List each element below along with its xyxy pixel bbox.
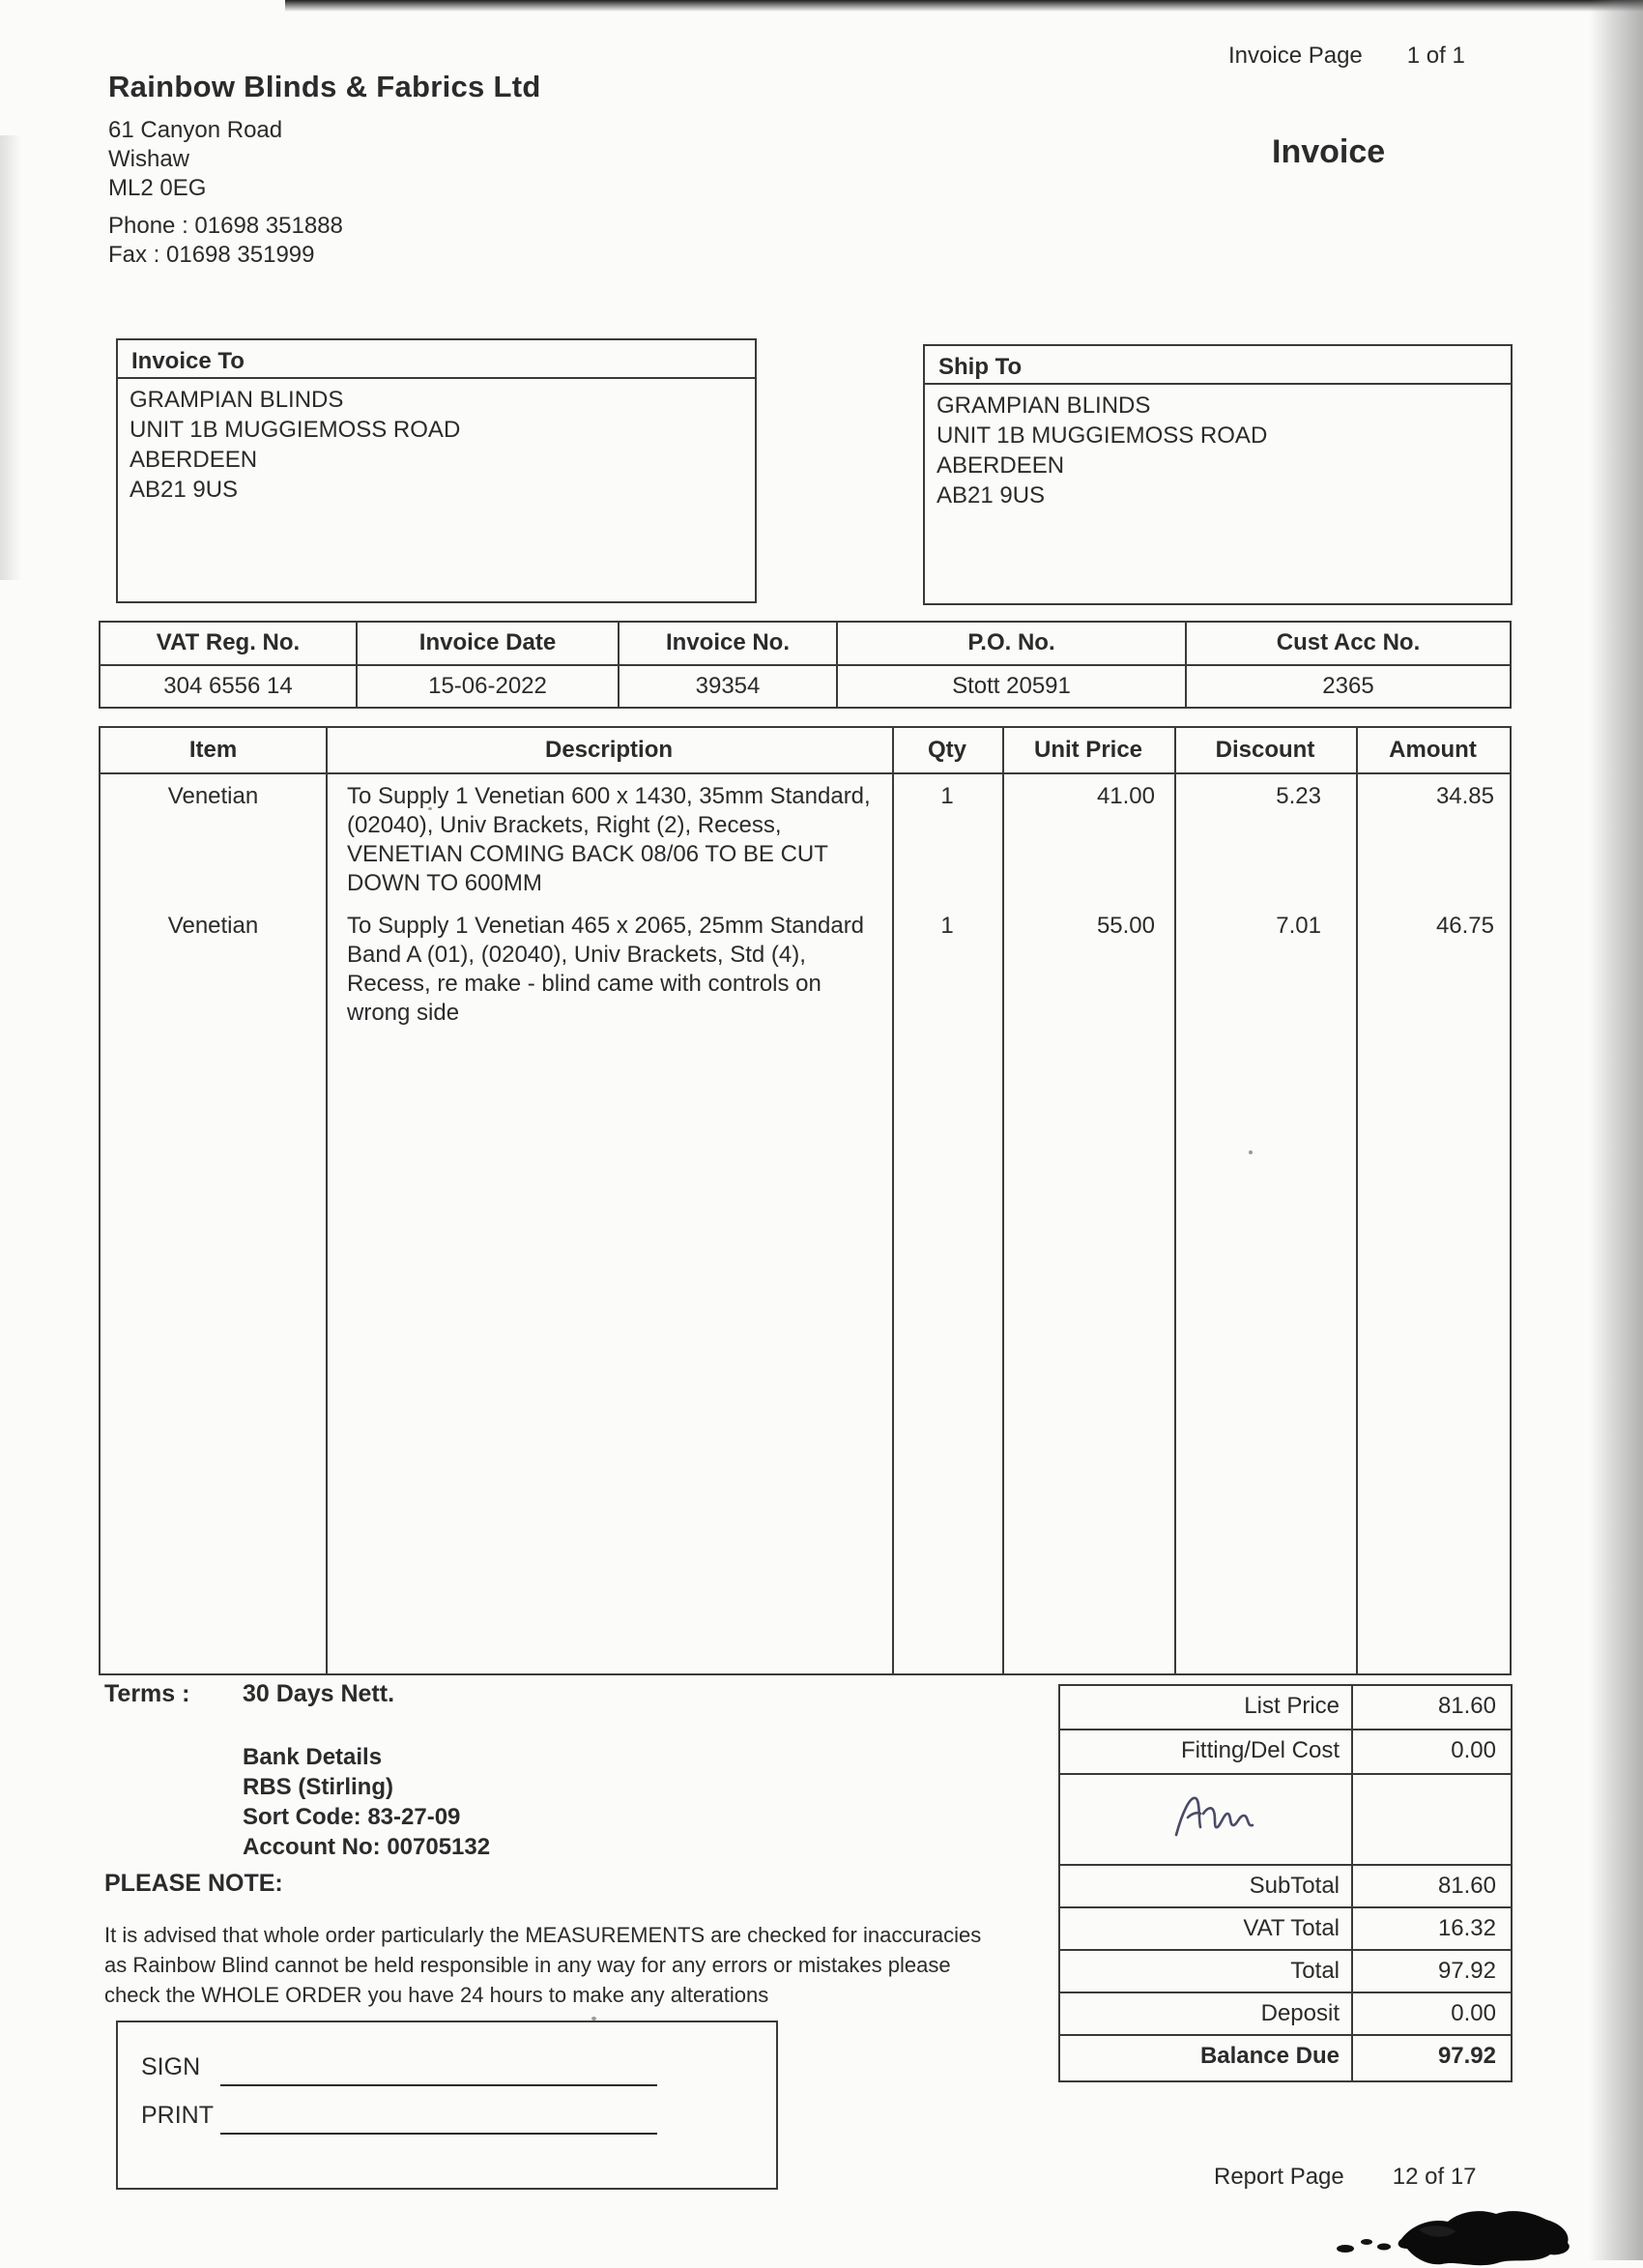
handwritten-initials [1167, 1785, 1273, 1846]
totals-label: Balance Due [1060, 2036, 1353, 2080]
totals-label: SubTotal [1060, 1866, 1353, 1906]
bank-details [243, 1742, 490, 1862]
item-unit-price: 41.00 [1096, 783, 1155, 809]
totals-label: Deposit [1060, 1993, 1353, 2034]
bank-name: RBS (Stirling) [243, 1774, 393, 1800]
company-address-line: ML2 0EG [108, 175, 207, 201]
invoice-page-indicator [1228, 43, 1465, 70]
scan-artifact-right-edge [1589, 0, 1643, 2260]
bank-account-no: Account No: 00705132 [243, 1834, 491, 1860]
totals-row-spacer [1060, 1775, 1511, 1866]
totals-row-deposit [1060, 1993, 1511, 2036]
invoice-meta-table [99, 621, 1512, 709]
item-description: To Supply 1 Venetian 600 x 1430, 35mm Standard, (02040), Univ Brackets, Right (2), Recess, VENETIAN COMING BACK 08/06 TO BE CUT DOWN TO 600MM [347, 783, 871, 896]
company-address-line: 61 Canyon Road [108, 117, 283, 143]
items-header-unit-price: Unit Price [1033, 737, 1143, 763]
ship-to-label: Ship To [925, 346, 1511, 385]
bank-details-heading: Bank Details [243, 1744, 383, 1770]
scan-artifact-top-edge [285, 0, 1643, 12]
print-line [220, 2133, 657, 2135]
invoice-to-box [116, 338, 757, 603]
totals-value: 0.00 [1451, 2000, 1496, 2026]
line-item-row [101, 782, 1510, 898]
print-label: PRINT [141, 2102, 214, 2129]
items-header-amount: Amount [1389, 737, 1477, 763]
company-address-line: Wishaw [108, 146, 190, 172]
ship-to-address [925, 385, 1511, 510]
items-header-qty: Qty [927, 737, 966, 763]
totals-row-vat-total [1060, 1908, 1511, 1951]
report-page-value: 12 of 17 [1392, 2164, 1477, 2190]
ink-smudge [1334, 2206, 1575, 2268]
meta-value-row [101, 666, 1510, 708]
meta-value-vat: 304 6556 14 [101, 666, 358, 708]
item-amount: 34.85 [1435, 783, 1494, 809]
line-items-header-row [101, 728, 1510, 774]
company-address [108, 116, 541, 270]
ship-to-box [923, 344, 1513, 605]
table-column-divider [1356, 728, 1358, 1673]
totals-row-subtotal [1060, 1866, 1511, 1908]
meta-header-vat: VAT Reg. No. [101, 623, 358, 664]
item-qty: 1 [940, 913, 954, 939]
totals-value: 0.00 [1451, 1737, 1496, 1763]
meta-value-po-no: Stott 20591 [838, 666, 1187, 708]
item-name: Venetian [167, 913, 259, 939]
ship-to-line: GRAMPIAN BLINDS [937, 393, 1151, 419]
totals-row-total [1060, 1951, 1511, 1993]
totals-label: VAT Total [1060, 1908, 1353, 1949]
sign-label: SIGN [141, 2053, 201, 2080]
totals-value: 81.60 [1437, 1873, 1496, 1899]
meta-header-cust-acc: Cust Acc No. [1276, 629, 1421, 656]
company-fax: Fax : 01698 351999 [108, 242, 315, 268]
please-note-body: It is advised that whole order particularly the MEASUREMENTS are checked for inaccuracies as Rainbow Blind cannot be held responsible in any way for any errors or mistakes please check the WHOLE ORDER you have 24 hours to make any alterations [104, 1923, 982, 2007]
meta-header-invoice-date: Invoice Date [358, 623, 620, 664]
please-note-heading: PLEASE NOTE: [104, 1870, 283, 1897]
totals-value: 97.92 [1437, 2043, 1496, 2069]
totals-value: 16.32 [1437, 1915, 1496, 1941]
invoice-to-label: Invoice To [118, 340, 755, 379]
line-item-row [101, 912, 1510, 1028]
ship-to-line: UNIT 1B MUGGIEMOSS ROAD [937, 422, 1268, 449]
company-header [108, 70, 541, 270]
totals-spacer-cell [1060, 1775, 1353, 1864]
ship-to-line: ABERDEEN [937, 452, 1065, 479]
company-phone: Phone : 01698 351888 [108, 213, 343, 239]
totals-label: List Price [1060, 1686, 1353, 1729]
table-column-divider [892, 728, 894, 1673]
totals-row-fitting-del-cost [1060, 1730, 1511, 1775]
totals-box [1058, 1684, 1513, 2082]
item-unit-price: 55.00 [1096, 913, 1155, 939]
totals-spacer-value [1353, 1775, 1511, 1864]
table-column-divider [1174, 728, 1176, 1673]
table-column-divider [326, 728, 328, 1673]
item-discount: 5.23 [1276, 783, 1321, 809]
line-items-table [99, 726, 1512, 1675]
items-header-item: Item [188, 737, 238, 763]
totals-value: 97.92 [1437, 1958, 1496, 1984]
item-discount: 7.01 [1276, 913, 1321, 939]
totals-label: Total [1060, 1951, 1353, 1992]
table-column-divider [1002, 728, 1004, 1673]
item-name: Venetian [167, 783, 259, 809]
signature-box [116, 2021, 778, 2190]
scan-artifact-left-edge [0, 135, 21, 580]
document-title: Invoice [1272, 133, 1386, 170]
meta-header-invoice-no: Invoice No. [620, 623, 838, 664]
items-header-description: Description [544, 737, 674, 763]
line-items-body [101, 774, 1510, 1028]
meta-value-cust-acc: 2365 [1322, 672, 1374, 699]
invoice-to-line: GRAMPIAN BLINDS [130, 387, 344, 413]
terms-label: Terms : [104, 1680, 190, 1707]
totals-row-list-price [1060, 1686, 1511, 1730]
report-page-indicator [1214, 2164, 1477, 2191]
company-name: Rainbow Blinds & Fabrics Ltd [108, 70, 541, 103]
bank-sort-code: Sort Code: 83-27-09 [243, 1804, 461, 1830]
invoice-to-line: UNIT 1B MUGGIEMOSS ROAD [130, 417, 461, 443]
meta-value-invoice-no: 39354 [620, 666, 838, 708]
meta-header-row [101, 623, 1510, 666]
meta-value-invoice-date: 15-06-2022 [358, 666, 620, 708]
meta-header-po-no: P.O. No. [838, 623, 1187, 664]
invoice-to-line: ABERDEEN [130, 447, 258, 473]
item-qty: 1 [940, 783, 954, 809]
invoice-to-line: AB21 9US [130, 477, 239, 503]
ship-to-line: AB21 9US [937, 482, 1046, 509]
sign-line [220, 2084, 657, 2086]
totals-label: Fitting/Del Cost [1060, 1730, 1353, 1773]
item-description: To Supply 1 Venetian 465 x 2065, 25mm Standard Band A (01), (02040), Univ Brackets, Std (4), Recess, re make - blind came with controls on wrong side [347, 913, 865, 1026]
totals-value: 81.60 [1437, 1693, 1496, 1719]
invoice-page-value: 1 of 1 [1406, 43, 1465, 69]
items-header-discount: Discount [1215, 737, 1315, 763]
item-amount: 46.75 [1435, 913, 1494, 939]
report-page-label: Report Page [1214, 2164, 1344, 2190]
invoice-page-label: Invoice Page [1228, 43, 1363, 69]
terms-value: 30 Days Nett. [243, 1680, 395, 1707]
invoice-to-address [118, 379, 755, 505]
totals-row-balance-due [1060, 2036, 1511, 2080]
